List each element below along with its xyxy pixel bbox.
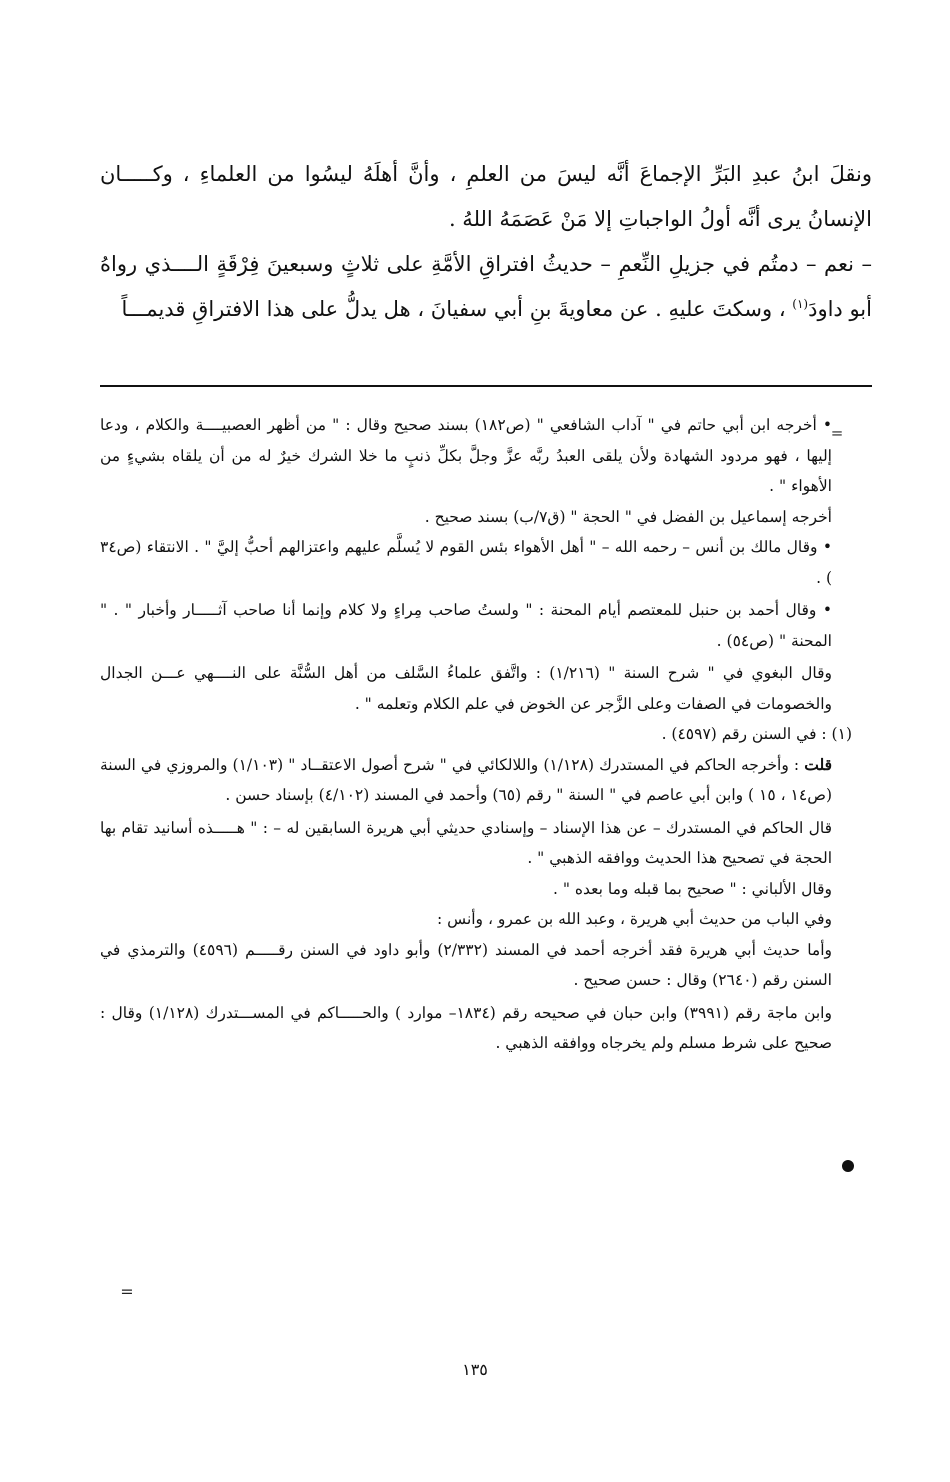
- qult-text: : وأخرجه الحاكم في المستدرك (١/١٢٨) واللالكائي في " شرح أصول الاعتقــاد " (١/١٠٣) والمروزي في السنة (ص١٤ ، ١٥ ) وابن أبي عاصم في " السنة " رقم (٦٥) وأحمد في المسند (٤/١٠٢) بإسناد حسن .: [100, 755, 832, 804]
- footnote-line: (١) : في السنن رقم (٤٥٩٧) .: [661, 725, 852, 743]
- footnote-line: أخرجه إسماعيل بن الفضل في " الحجة " (ق٧/ب) بسند صحيح .: [424, 507, 832, 526]
- page-number: ١٣٥: [462, 1360, 488, 1379]
- footnote-line: وقال الألباني : " صحيح بما قبله وما بعده " .: [553, 879, 832, 898]
- qult-label: قلت: [804, 754, 832, 774]
- main-paragraph-2-head: – نعم – دمتُم في جزيلِ النِّعمِ – حديثُ افتراقِ الأمَّةِ على ثلاثٍ وسبعينَ فِرْقَةٍ الــــذي رواهُ أبو داودَ: [100, 252, 872, 321]
- footnote-separator: [100, 385, 872, 387]
- main-text: [100, 152, 872, 332]
- footnote-line: وابن ماجة رقم (٣٩٩١) وابن حبان في صحيحه رقم (١٨٣٤– موارد ) والحـــــاكم في المســـتدرك (١/١٢٨) وقال : صحيح على شرط مسلم ولم يخرجاه ووافقه الذهبي .: [100, 1003, 832, 1052]
- footnote-line: • أخرجه ابن أبي حاتم في " آداب الشافعي " (ص١٨٢) بسند صحيح وقال : " من أظهر العصبيــــة والكلام ، ودعا إليها ، فهو مردود الشهادة ولأن يلقى العبدُ ربَّه عزَّ وجلَّ بكلِّ ذنبٍ ما خلا الشرك خيرٌ له من أن يلقاه بشيءٍ من الأهواء " .: [100, 416, 832, 495]
- footnote-line: وأما حديث أبي هريرة فقد أخرجه أحمد في المسند (٢/٣٣٢) وأبو داود في السنن رقـــــم (٤٥٩٦) والترمذي في السنن رقم (٢٦٤٠) وقال : حسن صحيح .: [100, 940, 833, 989]
- bullet-icon: [842, 1160, 854, 1172]
- footnote-line: وقال البغوي في " شرح السنة " (١/٢١٦) : واتَّفق علماءُ السَّلف من أهل السُّنَّة على النــــهي عـــن الجدال والخصومات في الصفات وعلى الزَّجر عن الخوض في علم الكلام وتعلمه " .: [100, 664, 833, 713]
- footnotes: [100, 410, 852, 1059]
- footnote-line: • وقال أحمد بن حنبل للمعتصم أيام المحنة : " ولستُ صاحب مِراءٍ ولا كلام وإنما أنا صاحب آثـــــار وأخبار " . " المحنة " (ص٥٤) .: [100, 601, 832, 650]
- footnote-line: • وقال مالك بن أنس – رحمه الله – " أهل الأهواء بئس القوم لا يُسلَّم عليهم واعتزالهم أحبُّ إليَّ " . الانتقاء (ص٣٤ ) .: [100, 538, 832, 587]
- footnote-reference: (١): [792, 297, 809, 311]
- continuation-marker-top: =: [830, 424, 844, 442]
- footnote-qult: [100, 750, 852, 811]
- continuation-marker-bottom: =: [120, 1282, 134, 1301]
- main-paragraph-1: ونقلَ ابنُ عبدِ البَرِّ الإجماعَ أنَّه ليسَ من العلمِ ، وأنَّ أهلَهُ ليسُوا من العلماءِ ، وكـــــان الإنسانُ يرى أنَّه أولُ الواجباتِ إلا مَنْ عَصَمَهُ اللهُ .: [100, 162, 872, 231]
- main-paragraph-2: [100, 242, 872, 332]
- footnote-line: قال الحاكم في المستدرك – عن هذا الإسناد – وإسنادي حديثي أبي هريرة السابقين له – : " هـــــذه أسانيد تقام بها الحجة في تصحيح هذا الحديث ووافقه الذهبي " .: [100, 818, 832, 867]
- main-paragraph-2-tail: ، وسكتَ عليهِ . عن معاويةَ بنِ أبي سفيانَ ، هل يدلُّ على هذا الافتراقِ قديمـــاً: [121, 297, 793, 321]
- footnote-line: وفي الباب من حديث أبي هريرة ، وعبد الله بن عمرو ، وأنس :: [437, 910, 832, 928]
